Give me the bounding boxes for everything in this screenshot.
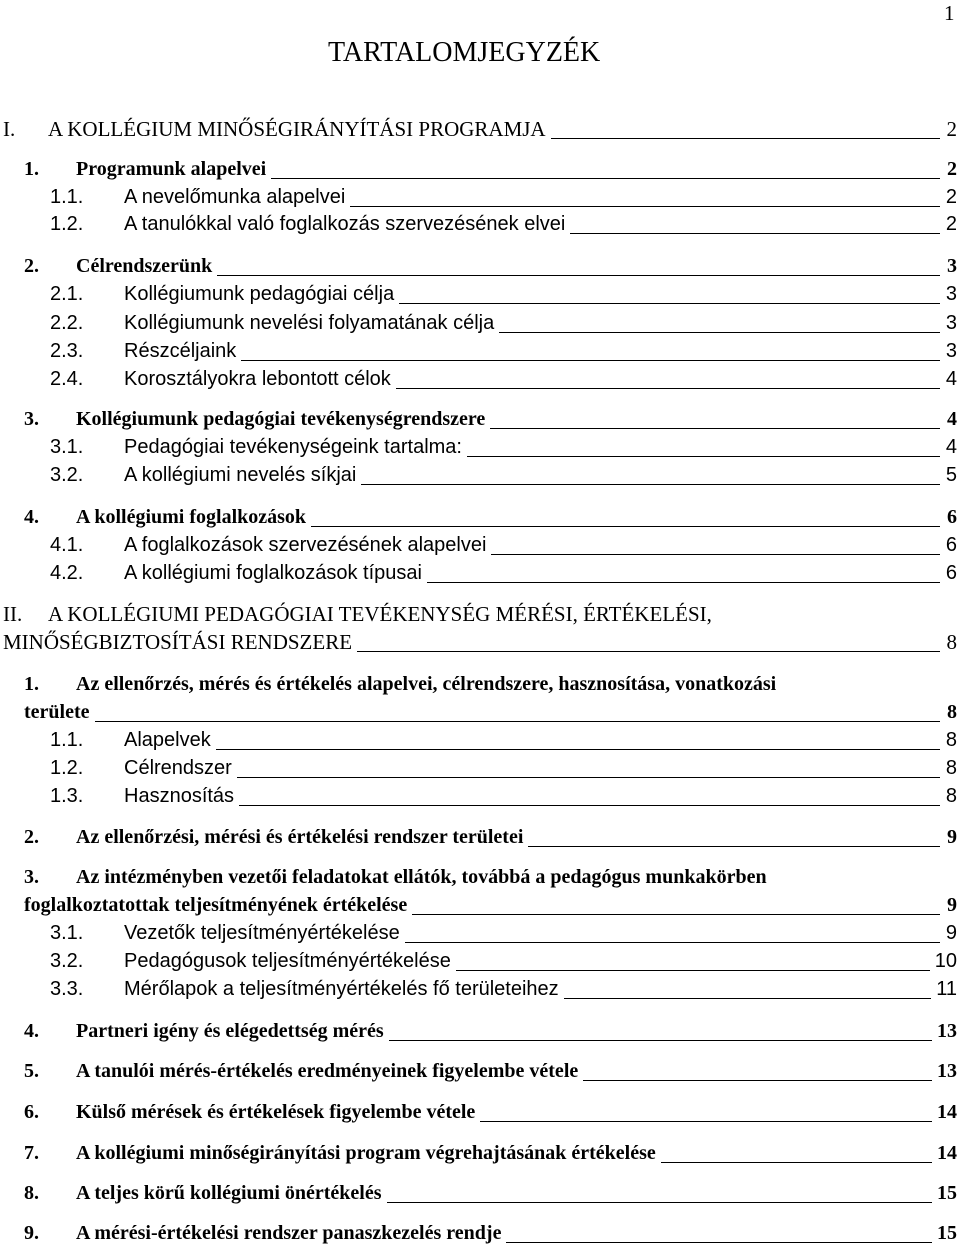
entry-page: 13 xyxy=(937,1060,957,1082)
entry-text: A KOLLÉGIUM MINŐSÉGIRÁNYÍTÁSI PROGRAMJA xyxy=(48,117,546,141)
entry-text: Célrendszer xyxy=(124,757,232,779)
entry-page: 3 xyxy=(945,312,957,334)
leader-line xyxy=(389,1040,932,1041)
leader-line xyxy=(95,721,940,722)
leader-line xyxy=(528,846,940,847)
leader-line xyxy=(396,388,940,389)
entry-number: 1.3. xyxy=(50,785,84,807)
entry-text: Kollégiumunk nevelési folyamatának célja xyxy=(124,312,495,334)
entry-page: 6 xyxy=(945,534,957,556)
entry-text: A mérési-értékelési rendszer panaszkezelés rendje xyxy=(76,1222,502,1244)
leader-line xyxy=(271,178,940,179)
entry-number: I. xyxy=(3,117,16,141)
toc-entry-part-2[interactable] xyxy=(0,601,960,657)
entry-number: 4.1. xyxy=(50,534,84,556)
entry-page: 14 xyxy=(937,1142,957,1164)
entry-text: A kollégiumi foglalkozások xyxy=(76,506,307,528)
entry-page: 9 xyxy=(947,894,957,916)
leader-line xyxy=(480,1121,932,1122)
entry-text: Vezetők teljesítményértékelése xyxy=(124,922,400,944)
leader-line xyxy=(405,942,940,943)
entry-text: Kollégiumunk pedagógiai célja xyxy=(124,283,395,305)
leader-line xyxy=(311,526,940,527)
entry-page: 3 xyxy=(945,283,957,305)
entry-text: A kollégiumi minőségirányítási program végrehajtásának értékelése xyxy=(76,1142,656,1164)
leader-line xyxy=(237,777,940,778)
entry-page: 4 xyxy=(947,408,957,430)
entry-text: Pedagógusok teljesítményértékelése xyxy=(124,950,451,972)
entry-page: 6 xyxy=(945,562,957,584)
entry-text: Partneri igény és elégedettség mérés xyxy=(76,1020,384,1042)
entry-page: 11 xyxy=(936,978,957,1000)
leader-line xyxy=(583,1080,932,1081)
entry-page: 15 xyxy=(937,1182,957,1204)
entry-number: 1.1. xyxy=(50,186,84,208)
leader-line xyxy=(564,998,932,999)
entry-page: 8 xyxy=(947,701,957,723)
leader-line xyxy=(412,914,940,915)
entry-number: 2.3. xyxy=(50,340,84,362)
entry-number: 8. xyxy=(24,1182,39,1204)
entry-text-continued: foglalkoztatottak teljesítményének értékelése xyxy=(24,894,408,916)
leader-line xyxy=(217,275,940,276)
entry-page: 5 xyxy=(945,464,957,486)
entry-page: 3 xyxy=(947,255,957,277)
entry-text: Hasznosítás xyxy=(124,785,235,807)
entry-text: A tanulókkal való foglalkozás szervezésének elvei xyxy=(124,213,566,235)
entry-text: Programunk alapelvei xyxy=(76,158,267,180)
entry-page: 4 xyxy=(945,436,957,458)
leader-line xyxy=(399,303,940,304)
entry-text: Az intézményben vezetői feladatokat ellátók, továbbá a pedagógus munkakörben xyxy=(76,866,767,888)
entry-number: 1.1. xyxy=(50,729,84,751)
entry-page: 2 xyxy=(946,117,957,141)
entry-number: 4. xyxy=(24,1020,39,1042)
entry-text: Mérőlapok a teljesítményértékelés fő területeihez xyxy=(124,978,559,1000)
leader-line xyxy=(456,970,930,971)
entry-page: 2 xyxy=(945,213,957,235)
entry-number: 2. xyxy=(24,255,39,277)
toc-title: TARTALOMJEGYZÉK xyxy=(328,37,601,68)
entry-number: 3.2. xyxy=(50,464,84,486)
entry-text: Az ellenőrzési, mérési és értékelési rendszer területei xyxy=(76,826,524,848)
entry-text: Külső mérések és értékelések figyelembe vétele xyxy=(76,1101,476,1123)
entry-page: 9 xyxy=(947,826,957,848)
entry-text: A foglalkozások szervezésének alapelvei xyxy=(124,534,487,556)
entry-text: A kollégiumi nevelés síkjai xyxy=(124,464,357,486)
leader-line xyxy=(490,428,940,429)
entry-text: A tanulói mérés-értékelés eredményeinek figyelembe vétele xyxy=(76,1060,579,1082)
entry-page: 2 xyxy=(947,158,957,180)
entry-number: 5. xyxy=(24,1060,39,1082)
toc-entry-ii-3[interactable] xyxy=(0,864,960,918)
leader-line xyxy=(491,554,940,555)
leader-line xyxy=(239,805,940,806)
entry-number: 2.2. xyxy=(50,312,84,334)
entry-number: 3.1. xyxy=(50,436,84,458)
entry-page: 2 xyxy=(945,186,957,208)
entry-text: A kollégiumi foglalkozások típusai xyxy=(124,562,422,584)
entry-number: 9. xyxy=(24,1222,39,1244)
entry-number: 3. xyxy=(24,408,39,430)
entry-page: 9 xyxy=(945,922,957,944)
leader-line xyxy=(427,582,940,583)
entry-number: 6. xyxy=(24,1101,39,1123)
entry-text: Kollégiumunk pedagógiai tevékenységrendszere xyxy=(76,408,486,430)
leader-line xyxy=(467,456,940,457)
leader-line xyxy=(551,138,940,139)
entry-page: 4 xyxy=(945,368,957,390)
entry-text: Alapelvek xyxy=(124,729,211,751)
entry-number: 3.3. xyxy=(50,978,84,1000)
entry-text: Korosztályokra lebontott célok xyxy=(124,368,391,390)
entry-number: 7. xyxy=(24,1142,39,1164)
entry-number: 3.1. xyxy=(50,922,84,944)
entry-page: 6 xyxy=(947,506,957,528)
entry-text: Az ellenőrzés, mérés és értékelés alapelvei, célrendszere, hasznosítása, vonatkozási xyxy=(76,673,777,695)
leader-line xyxy=(506,1242,932,1243)
entry-page: 15 xyxy=(937,1222,957,1244)
entry-number: 3. xyxy=(24,866,39,888)
entry-number: 3.2. xyxy=(50,950,84,972)
leader-line xyxy=(387,1202,932,1203)
entry-text: Célrendszerünk xyxy=(76,255,213,277)
entry-page: 3 xyxy=(945,340,957,362)
entry-text: A nevelőmunka alapelvei xyxy=(124,186,346,208)
entry-number: 1.2. xyxy=(50,213,84,235)
entry-page: 8 xyxy=(945,729,957,751)
entry-text: A KOLLÉGIUMI PEDAGÓGIAI TEVÉKENYSÉG MÉRÉSI, ÉRTÉKELÉSI, xyxy=(48,602,712,626)
entry-text-continued: MINŐSÉGBIZTOSÍTÁSI RENDSZERE xyxy=(3,630,353,654)
leader-line xyxy=(499,332,940,333)
entry-number: II. xyxy=(3,602,23,626)
entry-text: Pedagógiai tevékenységeink tartalma: xyxy=(124,436,462,458)
entry-page: 14 xyxy=(937,1101,957,1123)
entry-page: 10 xyxy=(934,950,957,972)
leader-line xyxy=(350,206,940,207)
leader-line xyxy=(570,233,940,234)
entry-text: Részcéljaink xyxy=(124,340,237,362)
entry-page: 8 xyxy=(945,757,957,779)
leader-line xyxy=(361,484,940,485)
entry-number: 1.2. xyxy=(50,757,84,779)
leader-line xyxy=(661,1162,932,1163)
entry-page: 8 xyxy=(946,630,957,654)
entry-number: 2.4. xyxy=(50,368,84,390)
entry-number: 1. xyxy=(24,673,39,695)
page-number: 1 xyxy=(944,1,955,25)
entry-text-continued: területe xyxy=(24,701,90,723)
leader-line xyxy=(357,651,940,652)
entry-number: 1. xyxy=(24,158,39,180)
entry-page: 13 xyxy=(937,1020,957,1042)
entry-number: 2. xyxy=(24,826,39,848)
leader-line xyxy=(216,749,940,750)
entry-number: 4. xyxy=(24,506,39,528)
toc-entry-ii-1[interactable] xyxy=(0,671,960,725)
entry-page: 8 xyxy=(945,785,957,807)
entry-number: 2.1. xyxy=(50,283,84,305)
entry-number: 4.2. xyxy=(50,562,84,584)
leader-line xyxy=(241,360,940,361)
entry-text: A teljes körű kollégiumi önértékelés xyxy=(76,1182,382,1204)
